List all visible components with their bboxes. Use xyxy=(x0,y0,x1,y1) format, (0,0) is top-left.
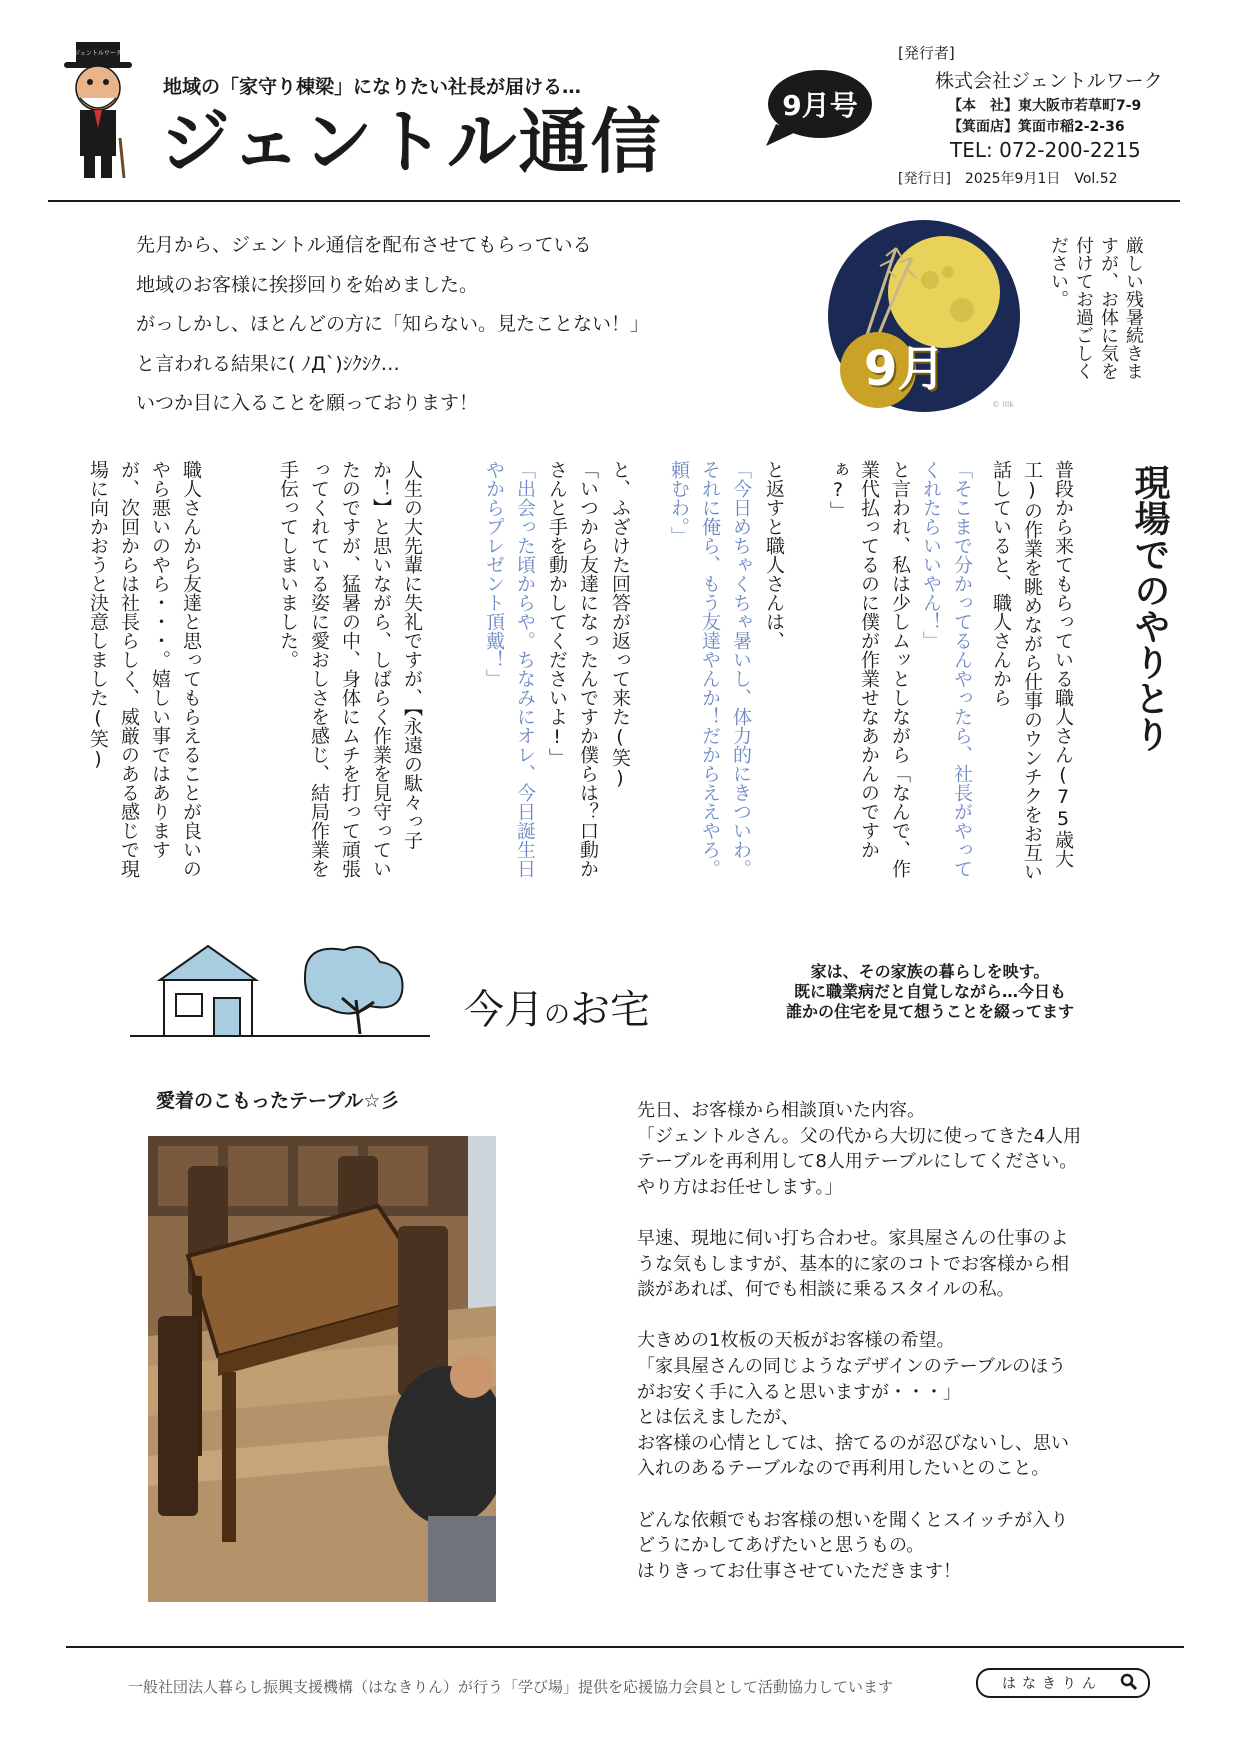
issue-badge-text: 9月号 xyxy=(782,89,858,122)
intro-line: がっしかし、ほとんどの方に「知らない。見たことない！」 xyxy=(136,313,650,335)
body-line: 談があれば、何でも相談に乗るスタイルの私。 xyxy=(637,1279,1015,1301)
header-divider xyxy=(48,200,1180,202)
otaku-heading xyxy=(464,978,650,1035)
moon-illustration xyxy=(826,218,1022,414)
footer-text: 一般社団法人暮らし振興支援機構（はなきりん）が行う「学び場」提供を応援協力会員として活動協力しています xyxy=(128,1678,894,1696)
genba-quote: 「今日めちゃくちゃ暑いし、体力的にきついわ。それに俺ら、もう友達やんか！だからええやろ。頼むわ。」 xyxy=(668,460,752,878)
otaku-heading-main: 今月 xyxy=(464,987,544,1033)
body-line xyxy=(637,1200,1177,1226)
hat-label: ジェントルワーク xyxy=(74,50,122,57)
body-line: どうにかしてあげたいと思うもの。 xyxy=(637,1535,925,1557)
otaku-desc-line: 誰かの住宅を見て想うことを綴ってます xyxy=(785,1002,1074,1021)
newsletter-title: ジェントル通信 xyxy=(160,101,663,183)
company-name: 株式会社ジェントルワーク xyxy=(935,70,1163,92)
body-line: お客様の心情としては、捨てるのが忍びないし、思い xyxy=(637,1432,1069,1454)
body-line xyxy=(637,1303,1177,1329)
genba-quote: 「そこまで分かってるんやったら、社長がやってくれたらいいやん！」 xyxy=(920,460,973,878)
greeting-text: 厳しい残暑続きますが、お体に気を付けてお過ごしください。 xyxy=(1048,236,1144,380)
body-line: うな気もしますが、基本的に家のコトでお客様から相 xyxy=(637,1253,1069,1275)
intro-line: と言われる結果に( ﾉД`)ｼｸｼｸ… xyxy=(136,352,400,375)
search-box[interactable] xyxy=(976,1668,1150,1698)
header-tagline: 地域の「家守り棟梁」になりたい社長が届ける… xyxy=(163,76,582,98)
genba-column: 人生の大先輩に失礼ですが、【永遠の駄々っ子か！】と思いながら、しばらく作業を見守っていたのですが、猛暑の中、身体にムチを打って頑張ってくれている姿に愛おしさを感じ、結局作業を手伝ってしまいました。 xyxy=(277,460,423,878)
otaku-desc-line: 既に職業病だと自覚しながら…今日も xyxy=(793,982,1066,1001)
minoh-office: 【箕面店】箕面市稲2-2-36 xyxy=(948,119,1125,135)
body-line: 「家具屋さんの同じようなデザインのテーブルのほう xyxy=(637,1355,1067,1377)
genba-column: 普段から来てもらっている職人さん(75歳大工)の作業を眺めながら仕事のウンチクをお互い話していると、職人さんから xyxy=(990,460,1074,881)
otaku-heading-no: の xyxy=(544,1000,571,1030)
body-line: やり方はお任せします。」 xyxy=(637,1176,843,1198)
otaku-heading-rest: お宅 xyxy=(570,987,651,1033)
genba-quote: 「出会った頃からや。ちなみにオレ、今日誕生日やからプレゼント頂戴！」 xyxy=(483,460,536,878)
house-tree-illustration xyxy=(130,940,430,1042)
body-line: テーブルを再利用して8人用テーブルにしてください。 xyxy=(637,1151,1078,1173)
body-line: がお安く手に入ると思いますが・・・」 xyxy=(637,1381,961,1403)
body-line xyxy=(637,1482,1177,1508)
intro-text xyxy=(136,226,649,424)
intro-line: いつか目に入ることを願っております！ xyxy=(136,392,479,414)
moon-credit: © illk xyxy=(992,400,1014,409)
body-line: とは伝えましたが、 xyxy=(637,1407,799,1429)
otaku-description xyxy=(760,962,1100,1022)
phone-number[interactable]: TEL: 072-200-2215 xyxy=(950,138,1141,162)
head-office: 【本 社】東大阪市若草町7-9 xyxy=(948,98,1142,114)
body-line: どんな依頼でもお客様の想いを聞くとスイッチが入り xyxy=(637,1509,1069,1531)
issue-date: [発行日] 2025年9月1日 Vol.52 xyxy=(898,171,1118,187)
body-line: 入れのあるテーブルなので再利用したいとのこと。 xyxy=(637,1458,1050,1480)
body-line: 早速、現地に伺い打ち合わせ。家具屋さんの仕事のよ xyxy=(637,1227,1069,1249)
genba-column: と言われ、私は少しムッとしながら「なんで、作業代払ってるのに僕が作業せなあかんのですかぁ?」 xyxy=(827,460,911,878)
publisher-label: [発行者] xyxy=(898,44,955,62)
body-line: 大きめの1枚板の天板がお客様の希望。 xyxy=(637,1330,955,1352)
otaku-desc-line: 家は、その家族の暮らしを映す。 xyxy=(810,962,1050,981)
genba-column: 職人さんから友達と思ってもらえることが良いのやら悪いのやら・・・。嬉しい事ではありますが、次回からは社長らしく、威厳のある感じで現場に向かおうと決意しました(笑) xyxy=(87,460,202,878)
footer-divider xyxy=(66,1646,1184,1648)
genba-heading: 現場でのやりとり xyxy=(1129,464,1170,752)
photo-caption: 愛着のこもったテーブル☆彡 xyxy=(156,1090,400,1112)
table-photo xyxy=(148,1136,496,1602)
body-line: はりきってお仕事させていただきます！ xyxy=(637,1560,961,1582)
mascot-illustration xyxy=(58,38,138,183)
search-icon xyxy=(1120,1673,1138,1695)
genba-column: と、ふざけた回答が返って来た(笑) xyxy=(609,460,631,789)
issue-badge xyxy=(762,66,874,148)
moon-label: 9月 xyxy=(864,341,946,397)
intro-line: 先月から、ジェントル通信を配布させてもらっている xyxy=(136,234,592,256)
genba-column: と返すと職人さんは、 xyxy=(763,460,785,650)
otaku-body xyxy=(637,1098,1177,1584)
intro-line: 地域のお客様に挨拶回りを始めました。 xyxy=(136,273,479,296)
body-line: 先日、お客様から相談頂いた内容。 xyxy=(637,1100,925,1121)
body-line: 「ジェントルさん。父の代から大切に使ってきた4人用 xyxy=(637,1125,1082,1147)
search-box-text: はなきりん xyxy=(1002,1676,1102,1692)
genba-column: 「いつから友達になったんですか僕らは？口動かさんと手を動かしてくださいよ!」 xyxy=(546,460,599,878)
